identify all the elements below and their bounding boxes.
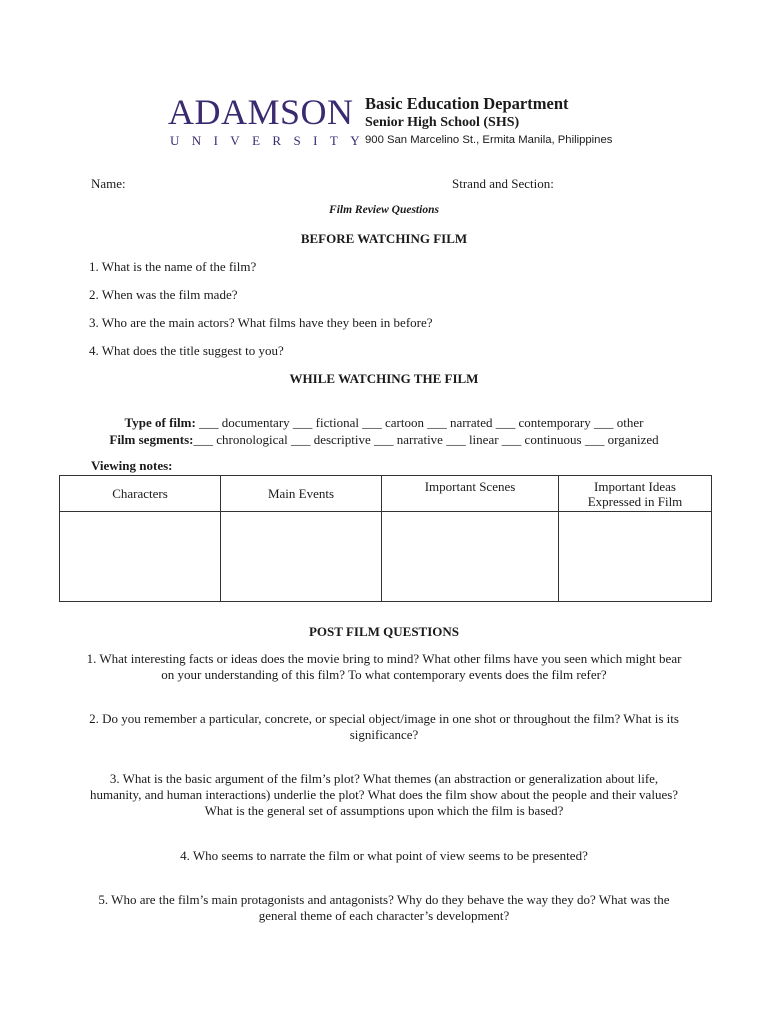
notes-cell-characters[interactable] [60,512,221,602]
post-question-3-text: 3. What is the basic argument of the film’s plot? What themes (an abstraction or generalization about life, humanity, and human interactions) underlie the plot? What does the film show about the people and their values? What is the general set of assumptions upon which the film is based? [89,771,679,818]
table-header-ideas-line2: Expressed in Film [587,493,683,509]
before-watching-heading: BEFORE WATCHING FILM [300,231,468,246]
film-type-line [0,415,768,431]
strand-section-label: Strand and Section: [452,176,554,191]
post-question-4-text: 4. Who seems to narrate the film or what point of view seems to be presented? [180,848,588,863]
film-type-options: ___ documentary ___ fictional ___ cartoon ___ narrated ___ contemporary ___ other [199,415,644,430]
school-address: 900 San Marcelino St., Ermita Manila, Philippines [365,134,613,146]
name-label: Name: [91,176,126,191]
table-header-main-events: Main Events [221,476,382,512]
notes-cell-important-scenes[interactable] [382,512,559,602]
film-type-label: Type of film: [124,415,196,430]
logo-wordmark: ADAMSON [168,92,354,132]
table-header-important-scenes: Important Scenes [382,476,559,512]
post-question-4 [0,848,768,864]
post-question-2-text: 2. Do you remember a particular, concrete, or special object/image in one shot or throughout the film? What is its significance? [89,711,679,742]
before-question-4: 4. What does the title suggest to you? [89,343,284,358]
post-question-2 [0,711,768,743]
post-question-5 [0,892,768,924]
film-segments-line [0,432,768,448]
table-header-important-ideas [559,476,712,512]
viewing-notes-table [59,475,712,602]
post-question-3 [0,771,768,819]
post-question-1-text: 1. What interesting facts or ideas does the movie bring to mind? What other films have you seen which might bear on your understanding of this film? To what contemporary events does the film refer? [86,651,682,682]
before-question-3: 3. Who are the main actors? What films have they been in before? [89,315,433,330]
viewing-notes-label: Viewing notes: [91,458,173,473]
department-title: Basic Education Department [365,94,569,113]
document-title: Film Review Questions [329,204,439,216]
film-segments-label: Film segments: [109,432,194,447]
before-question-1: 1. What is the name of the film? [89,259,257,274]
before-question-2: 2. When was the film made? [89,287,238,302]
notes-cell-important-ideas[interactable] [559,512,712,602]
table-header-characters: Characters [60,476,221,512]
film-segments-options: ___ chronological ___ descriptive ___ narrative ___ linear ___ continuous ___ organized [193,432,659,447]
notes-cell-main-events[interactable] [221,512,382,602]
logo-subtitle: UNIVERSITY [170,133,372,148]
table-header-ideas-line1: Important Ideas [594,478,676,494]
post-question-1 [0,651,768,683]
school-name: Senior High School (SHS) [365,115,520,130]
post-question-5-text: 5. Who are the film’s main protagonists and antagonists? Why do they behave the way they do? What was the general theme of each character’s development? [98,892,670,923]
post-film-heading: POST FILM QUESTIONS [308,624,460,639]
while-watching-heading: WHILE WATCHING THE FILM [289,371,479,386]
